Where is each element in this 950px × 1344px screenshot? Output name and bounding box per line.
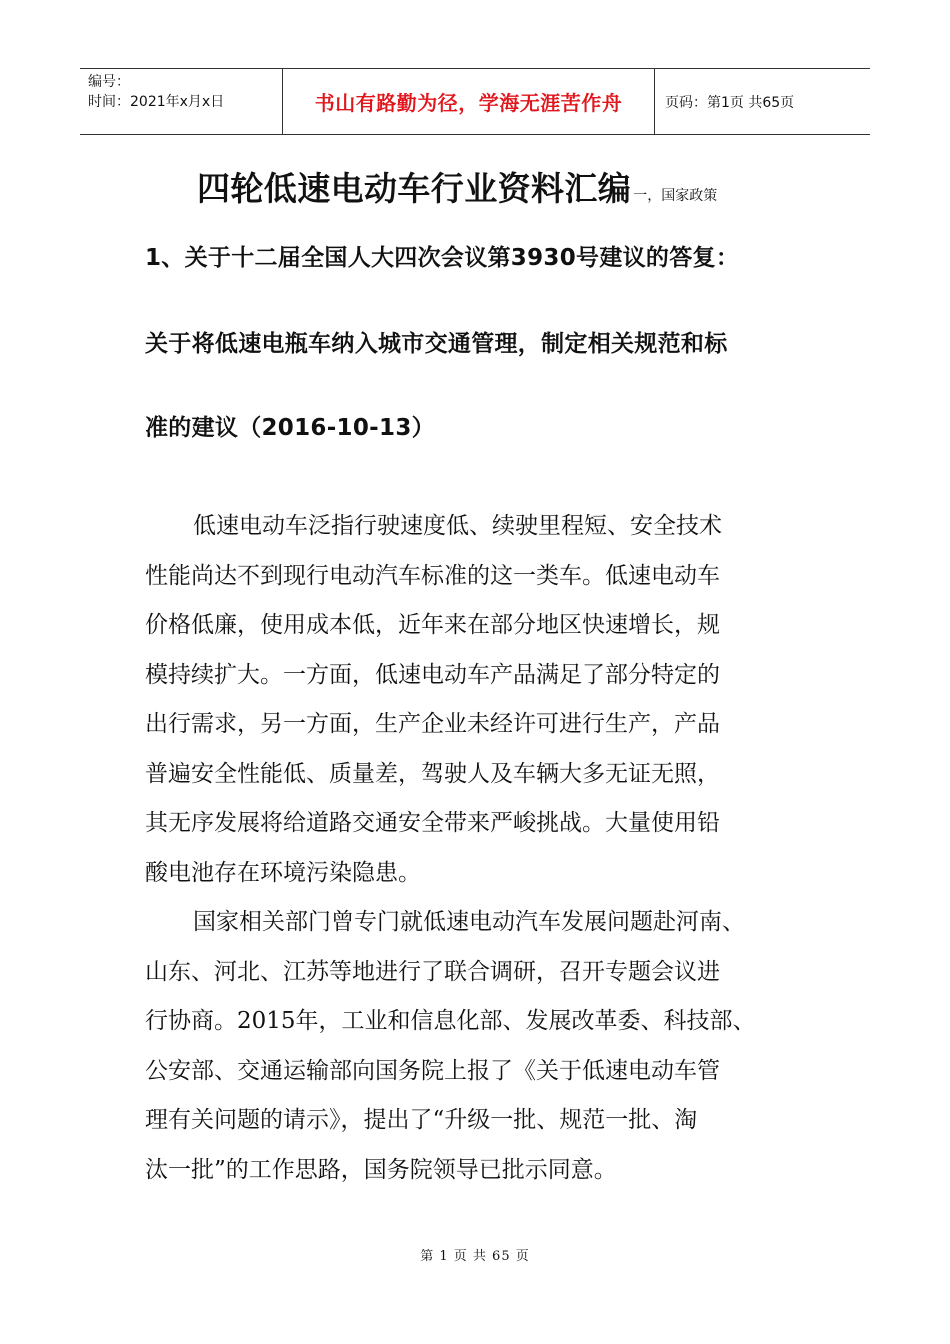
title-section-suffix: 一，国家政策 (633, 188, 718, 204)
paragraph-line: 行协商。2015年，工业和信息化部、发展改革委、科技部、 (145, 1008, 756, 1034)
paragraph-line: 价格低廉，使用成本低，近年来在部分地区快速增长，规 (145, 612, 720, 638)
paragraph-2 (145, 898, 810, 1195)
paragraph-line: 模持续扩大。一方面，低速电动车产品满足了部分特定的 (145, 661, 720, 688)
header-motto: 书山有路勤为径，学海无涯苦作舟 (283, 69, 655, 134)
document-number-label: 编号： (88, 74, 130, 90)
title-row (197, 163, 717, 210)
subject-heading-line-1: 关于将低速电瓶车纳入城市交通管理，制定相关规范和标 (145, 331, 728, 357)
subject-heading-line-2: 准的建议（2016-10-13） (145, 415, 435, 441)
paragraph-line: 山东、河北、江苏等地进行了联合调研，召开专题会议进 (145, 958, 720, 985)
paragraph-line: 普遍安全性能低、质量差，驾驶人及车辆大多无证无照， (145, 760, 720, 787)
paragraph-line: 理有关问题的请示》，提出了“升级一批、规范一批、淘 (145, 1107, 698, 1133)
document-time: 时间：2021年x月x日 (88, 94, 225, 110)
paragraph-line: 低速电动车泛指行驶速度低、续驶里程短、安全技术 (193, 513, 722, 539)
document-title: 四轮低速电动车行业资料汇编 (197, 169, 632, 208)
page-footer: 第 1 页 共 65 页 (420, 1249, 530, 1264)
section-heading: 1、关于十二届全国人大四次会议第3930号建议的答复： (145, 245, 740, 271)
header-page-info: 页码：第1页 共65页 (665, 94, 795, 111)
paragraph-line: 公安部、交通运输部向国务院上报了《关于低速电动车管 (145, 1057, 720, 1084)
paragraph-line: 酸电池存在环境污染隐患。 (145, 859, 421, 886)
paragraph-line: 汰一批”的工作思路，国务院领导已批示同意。 (145, 1156, 617, 1183)
paragraph-line: 国家相关部门曾专门就低速电动汽车发展问题赴河南、 (193, 909, 745, 935)
paragraph-line: 其无序发展将给道路交通安全带来严峻挑战。大量使用铅 (145, 810, 720, 836)
page-header (80, 68, 870, 135)
paragraph-1 (145, 502, 810, 898)
header-meta (80, 69, 283, 134)
paragraph-line: 性能尚达不到现行电动汽车标准的这一类车。低速电动车 (145, 562, 720, 589)
paragraph-line: 出行需求，另一方面，生产企业未经许可进行生产，产品 (145, 711, 720, 737)
